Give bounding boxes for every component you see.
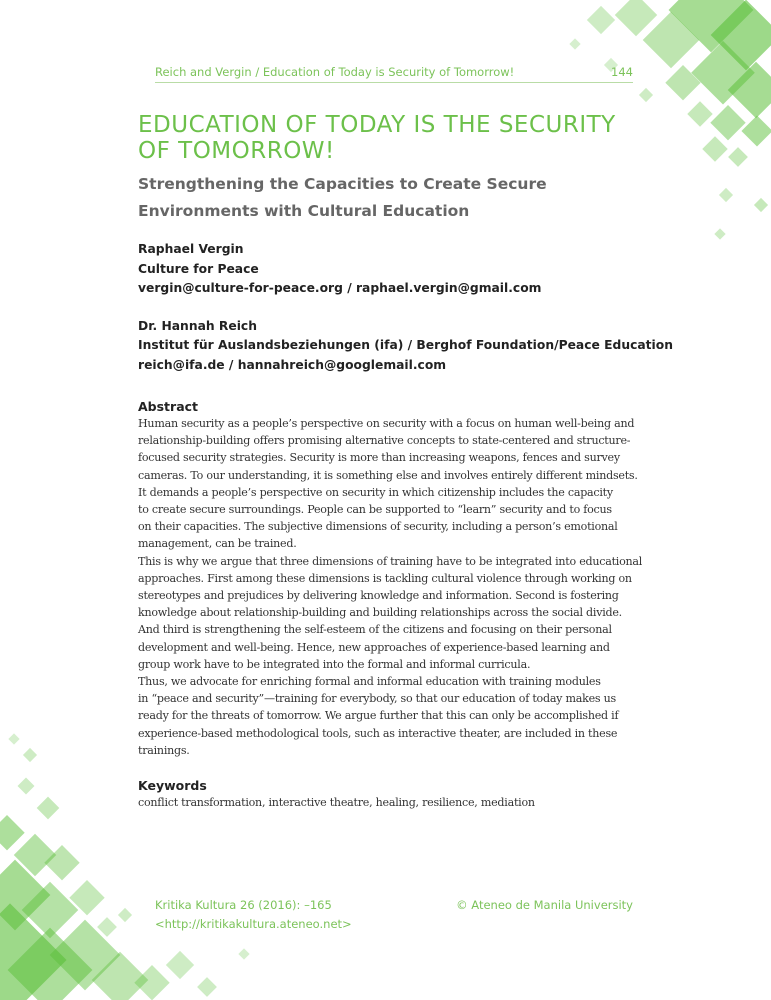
keywords-section [138, 778, 638, 811]
author-email: reich@ifa.de / hannahreich@googlemail.com [138, 357, 447, 372]
abstract-line: trainings. [138, 743, 190, 757]
abstract-line: cameras. To our understanding, it is something else and involves entirely different mindsets. [138, 468, 638, 482]
abstract-line: development and well-being. Hence, new approaches of experience-based learning and [138, 640, 610, 654]
abstract-line: This is why we argue that three dimensions of training have to be integrated into educational [138, 554, 643, 568]
copyright-notice: © Ateneo de Manila University [456, 898, 633, 912]
abstract-line: experience-based methodological tools, such as interactive theater, are included in these [138, 726, 618, 740]
keywords-heading: Keywords [138, 778, 207, 793]
abstract-line: to create secure surroundings. People can be supported to “learn” security and to focus [138, 503, 612, 517]
abstract-line: It demands a people’s perspective on security in which citizenship includes the capacity [138, 485, 613, 499]
abstract-line: ready for the threats of tomorrow. We argue further that this can only be accomplished if [138, 709, 619, 723]
abstract-line: in “peace and security”—training for everybody, so that our education of today makes us [138, 692, 616, 706]
author-name: Dr. Hannah Reich [138, 318, 257, 333]
decorative-diamond-pattern-bottom-left [0, 720, 270, 1000]
journal-citation: Kritika Kultura 26 (2016): –165 [155, 898, 332, 912]
abstract-heading: Abstract [138, 399, 199, 414]
abstract-section [138, 399, 648, 759]
abstract-line: management, can be trained. [138, 537, 297, 551]
author-block [138, 240, 673, 393]
author-entry [138, 240, 658, 299]
running-header [155, 59, 633, 83]
abstract-line: stereotypes and prejudices by delivering knowledge and information. Second is fostering [138, 589, 619, 603]
article-subtitle: Strengthening the Capacities to Create Secure Environments with Cultural Education [138, 175, 547, 220]
page-footer [155, 898, 633, 931]
abstract-line: And third is strengthening the self-esteem of the citizens and focusing on their personal [138, 623, 612, 637]
author-email: vergin@culture-for-peace.org / raphael.vergin@gmail.com [138, 281, 542, 295]
abstract-line: Thus, we advocate for enriching formal and informal education with training modules [138, 675, 601, 689]
author-affiliation: Culture for Peace [138, 261, 259, 276]
running-title: Reich and Vergin / Education of Today is Security of Tomorrow! [155, 65, 515, 79]
abstract-line: group work have to be integrated into the formal and informal curricula. [138, 657, 531, 671]
article-title: EDUCATION OF TODAY IS THE SECURITY OF TOMORROW! [138, 112, 616, 164]
abstract-text [138, 415, 648, 759]
abstract-line: approaches. First among these dimensions is tackling cultural violence through working on [138, 571, 632, 585]
author-name: Raphael Vergin [138, 242, 244, 256]
abstract-line: focused security strategies. Security is more than increasing weapons, fences and survey [138, 451, 620, 465]
abstract-line: on their capacities. The subjective dimensions of security, including a person’s emotional [138, 520, 618, 534]
abstract-line: relationship-building offers promising alternative concepts to state-centered and structure- [138, 434, 631, 448]
abstract-line: Human security as a people’s perspective on security with a focus on human well-being and [138, 417, 635, 430]
keywords-text: conflict transformation, interactive theatre, healing, resilience, mediation [138, 796, 535, 809]
author-affiliation: Institut für Auslandsbeziehungen (ifa) / Berghof Foundation/Peace Education [138, 338, 673, 352]
author-entry [138, 317, 673, 376]
abstract-line: knowledge about relationship-building and building relationships across the social divide. [138, 606, 622, 620]
page-number: 144 [611, 65, 633, 79]
journal-url-link[interactable]: <http://kritikakultura.ateneo.net> [155, 917, 352, 931]
